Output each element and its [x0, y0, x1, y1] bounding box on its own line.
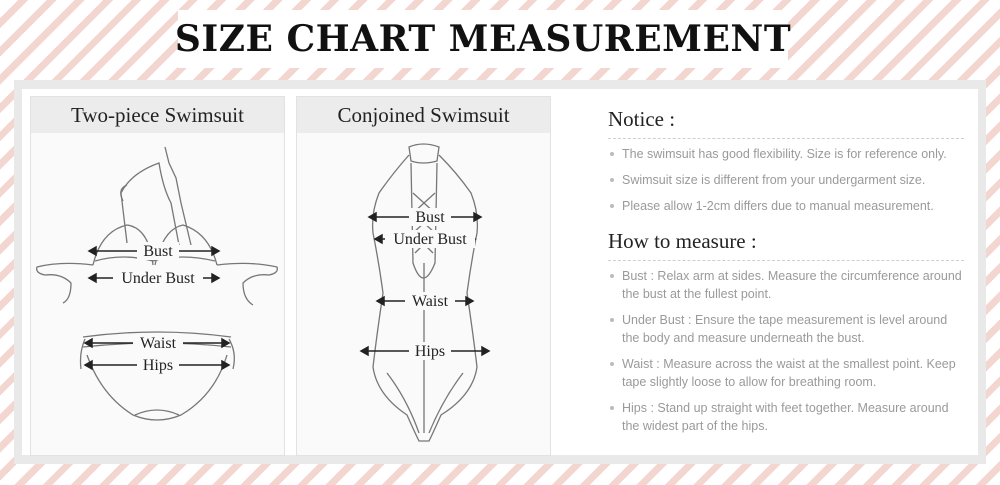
two-piece-heading: Two-piece Swimsuit: [31, 97, 284, 133]
two-piece-bust-label: Bust: [143, 243, 173, 260]
bikini-illustration: [31, 133, 284, 455]
how-to-item-bust: Bust : Relax arm at sides. Measure the circumference around the bust at the fullest point.: [608, 267, 964, 303]
page-title: SIZE CHART MEASUREMENT: [174, 18, 792, 60]
notice-item: Swimsuit size is different from your undergarment size.: [608, 171, 964, 189]
how-to-measure-title: How to measure :: [608, 229, 964, 261]
conjoined-bust-label: Bust: [415, 209, 445, 226]
notice-title: Notice :: [608, 107, 964, 139]
conjoined-hips-label: Hips: [414, 343, 446, 360]
two-piece-waist-label: Waist: [139, 335, 177, 352]
conjoined-waist-label: Waist: [411, 293, 449, 310]
how-to-item-waist: Waist : Measure across the waist at the smallest point. Keep tape slightly loose to allow for breathing room.: [608, 355, 964, 391]
one-piece-illustration: [297, 133, 550, 455]
conjoined-under-bust-label: Under Bust: [393, 231, 467, 248]
notice-item: Please allow 1-2cm differs due to manual measurement.: [608, 197, 964, 215]
notice-item: The swimsuit has good flexibility. Size is for reference only.: [608, 145, 964, 163]
two-piece-under-bust-label: Under Bust: [121, 270, 195, 287]
conjoined-panel: [296, 96, 551, 456]
two-piece-panel: [30, 96, 285, 456]
chart-frame: [14, 80, 986, 464]
chart-content: [22, 89, 978, 455]
title-band: [174, 10, 792, 68]
how-to-item-under-bust: Under Bust : Ensure the tape measurement is level around the body and measure underneath the bust.: [608, 311, 964, 347]
two-piece-hips-label: Hips: [142, 357, 174, 374]
notice-section: [608, 107, 964, 443]
conjoined-heading: Conjoined Swimsuit: [297, 97, 550, 133]
how-to-item-hips: Hips : Stand up straight with feet together. Measure around the widest part of the hips.: [608, 399, 964, 435]
